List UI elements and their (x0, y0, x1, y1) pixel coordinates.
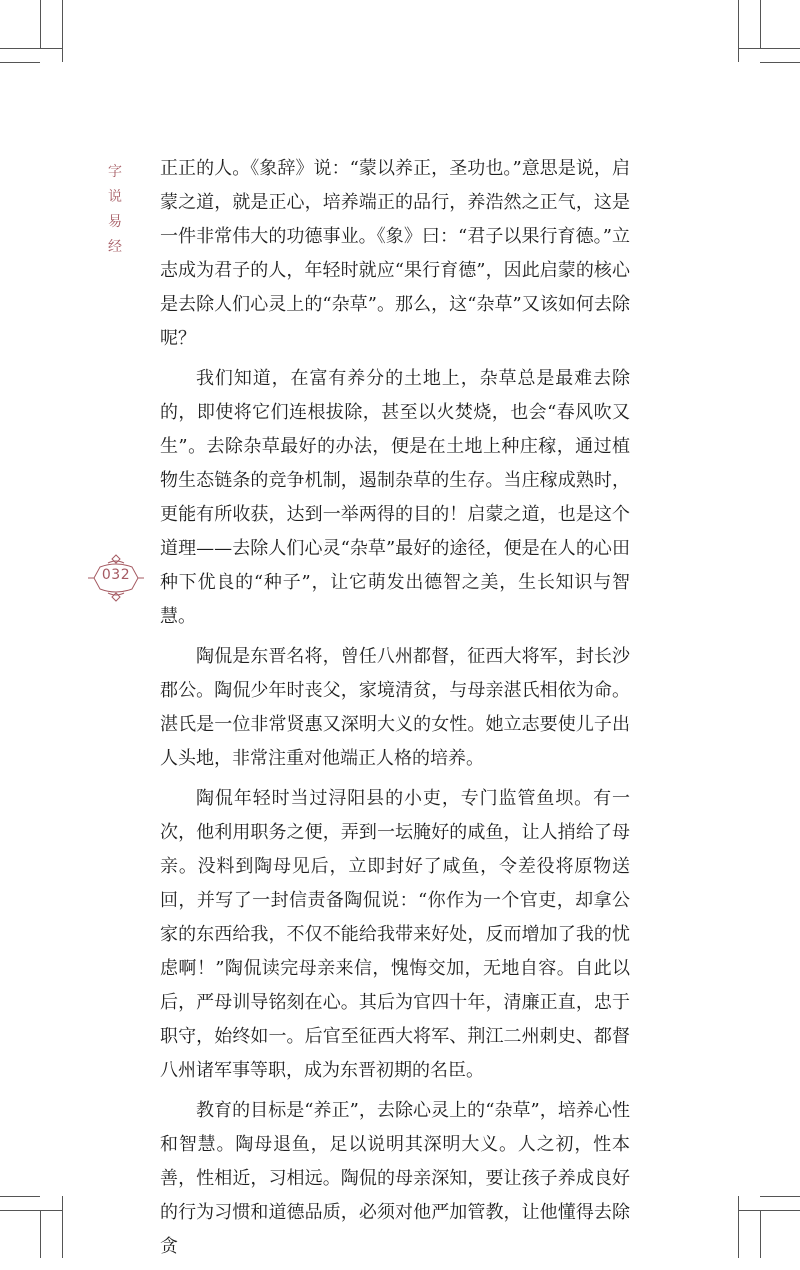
crop-mark-top-left-h2 (0, 62, 40, 63)
paragraph: 正正的人。《象辞》说：“蒙以养正，圣功也。”意思是说，启蒙之道，就是正心，培养端正的品行，养浩然之正气，这是一件非常伟大的功德事业。《象》曰：“君子以果行育德。”立志成为君子的人，年轻时就应“果行育德”，因此启蒙的核心是去除人们心灵上的“杂草”。那么，这“杂草”又该如何去除呢？ (160, 158, 630, 349)
crop-mark-top-left-h (0, 48, 62, 49)
page-number: 032 (101, 567, 131, 583)
crop-mark-bottom-right-h2 (760, 1196, 800, 1197)
body-text (160, 152, 630, 1270)
crop-mark-bottom-left-v2 (40, 1210, 41, 1258)
paragraph: 教育的目标是“养正”，去除心灵上的“杂草”，培养心性和智慧。陶母退鱼，足以说明其深明大义。人之初，性本善，性相近，习相远。陶侃的母亲深知，要让孩子养成良好的行为习惯和道德品质，必须对他严加管教，让他懂得去除贪 (160, 1100, 630, 1257)
crop-mark-top-left-v2 (40, 0, 41, 48)
paragraph: 陶侃年轻时当过浔阳县的小吏，专门监管鱼坝。有一次，他利用职务之便，弄到一坛腌好的咸鱼，让人捎给了母亲。没料到陶母见后，立即封好了咸鱼，令差役将原物送回，并写了一封信责备陶侃说：“你作为一个官吏，却拿公家的东西给我，不仅不能给我带来好处，反而增加了我的忧虑啊！”陶侃读完母亲来信，愧悔交加，无地自容。自此以后，严母训导铭刻在心。其后为官四十年，清廉正直，忠于职守，始终如一。后官至征西大将军、荆江二州刺史、都督八州诸军事等职，成为东晋初期的名臣。 (160, 788, 630, 1081)
running-title (104, 160, 126, 260)
running-title-char: 经 (108, 239, 122, 255)
crop-mark-top-right-h (738, 48, 800, 49)
crop-mark-bottom-right-h (738, 1210, 800, 1211)
crop-mark-top-right-h2 (760, 62, 800, 63)
crop-mark-bottom-left-h2 (0, 1196, 40, 1197)
crop-mark-top-right-v (738, 0, 739, 62)
running-title-char: 易 (108, 214, 122, 230)
running-title-char: 说 (108, 189, 122, 205)
page-number-badge (86, 553, 146, 603)
crop-mark-bottom-left-v (62, 1196, 63, 1258)
running-title-char: 字 (108, 164, 122, 180)
crop-mark-top-right-v2 (760, 0, 761, 48)
crop-mark-bottom-left-h (0, 1210, 62, 1211)
crop-mark-bottom-right-v (738, 1196, 739, 1258)
paragraph: 陶侃是东晋名将，曾任八州都督，征西大将军，封长沙郡公。陶侃少年时丧父，家境清贫，与母亲湛氏相依为命。湛氏是一位非常贤惠又深明大义的女性。她立志要使儿子出人头地，非常注重对他端正人格的培养。 (160, 646, 630, 769)
crop-mark-bottom-right-v2 (760, 1210, 761, 1258)
paragraph: 我们知道，在富有养分的土地上，杂草总是最难去除的，即使将它们连根拔除，甚至以火焚烧，也会“春风吹又生”。去除杂草最好的办法，便是在土地上种庄稼，通过植物生态链条的竞争机制，遏制杂草的生存。当庄稼成熟时，更能有所收获，达到一举两得的目的！启蒙之道，也是这个道理——去除人们心灵“杂草”最好的途径，便是在人的心田种下优良的“种子”，让它萌发出德智之美，生长知识与智慧。 (160, 368, 630, 627)
crop-mark-top-left-v (62, 0, 63, 62)
